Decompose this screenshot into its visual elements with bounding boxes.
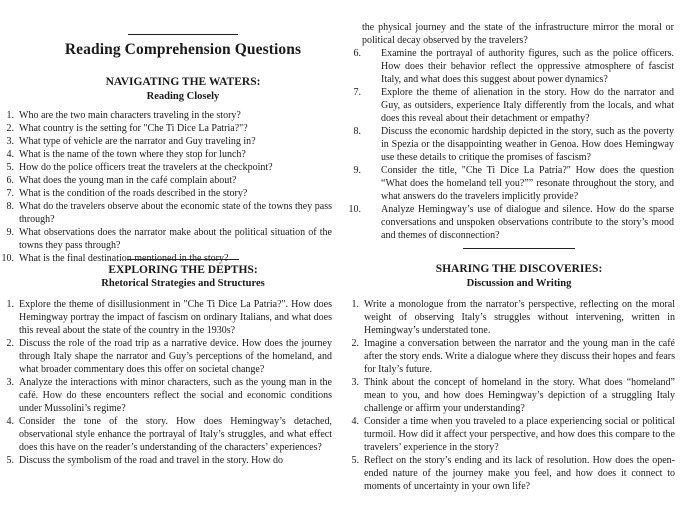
list-item: 6. What does the young man in the café complain about? (6, 175, 237, 186)
reading-closely-list (0, 109, 332, 265)
list-item: 1. Who are the two main characters traveling in the story? (6, 110, 241, 121)
exploring-depths-list-continued (348, 21, 674, 242)
list-item: 3. Analyze the interactions with minor characters, such as the young man in the café. How do these encounters reflect the social and economic conditions under Mussolini’s regime? (6, 377, 332, 414)
list-item: 9. Consider the title, "Che Ti Dice La Patria?" How does the question “What does the homeland tell you?”” resonate throughout the story, and what answers do the travelers implicitly provide? (353, 165, 674, 202)
list-item: 5. Discuss the symbolism of the road and travel in the story. How do (6, 455, 284, 466)
page-title: Reading Comprehension Questions (64, 41, 302, 58)
list-item: 2. What country is the setting for "Che Ti Dice La Patria?"? (6, 123, 248, 134)
section-heading-navigating: NAVIGATING THE WATERS: (105, 76, 261, 88)
list-item: 5. How do the police officers treat the travelers at the checkpoint? (6, 162, 273, 173)
list-item: 1. Explore the theme of disillusionment in "Che Ti Dice La Patria?". How does Hemingway portray the impact of fascism on ordinary Italians, and what does this reveal about the state of the country in the 1930s? (6, 299, 332, 336)
list-item: 3. Think about the concept of homeland in the story. What does “homeland” mean to you, and how does Hemingway’s depiction of a struggling Italy challenge or affirm your understanding? (351, 377, 675, 414)
section-divider (127, 259, 239, 260)
list-item: 8. What do the travelers observe about the economic state of the towns they pass through? (6, 201, 332, 225)
title-top-rule (128, 34, 238, 35)
list-item: 3. What type of vehicle are the narrator and Guy traveling in? (6, 136, 256, 147)
list-item: 8. Discuss the economic hardship depicted in the story, such as the poverty in Spezia or the disappointing weather in Genoa. How does Hemingway use these details to critique the promises of fascism? (353, 126, 674, 163)
list-item: 1. Write a monologue from the narrator’s perspective, reflecting on the moral weight of observing Italy’s struggles without intervening, written in Hemingway’s understated tone. (351, 299, 675, 336)
list-item-continuation: the physical journey and the state of the infrastructure mirror the moral or political decay observed by the travelers? (362, 22, 674, 46)
list-item: 9. What observations does the narrator make about the political situation of the towns they pass through? (6, 227, 332, 251)
list-item: 2. Imagine a conversation between the narrator and the young man in the café after the story ends. Write a dialogue where they discuss their hopes and fears for Italy’s future. (351, 338, 675, 375)
section-divider (463, 248, 575, 249)
list-item: 7. What is the condition of the roads described in the story? (6, 188, 248, 199)
section-heading-sharing: SHARING THE DISCOVERIES: (435, 263, 603, 275)
list-item: 4. What is the name of the town where they stop for lunch? (6, 149, 246, 160)
section-subheading-reading-closely: Reading Closely (146, 91, 220, 102)
list-item: 4. Consider a time when you traveled to a place experiencing social or political turmoil. How did it affect your perspective, and how does this compare to the travelers’ experience in the story? (351, 416, 675, 453)
list-item: 10. What is the final destination mentioned in the story? (1, 253, 229, 264)
section-heading-exploring: EXPLORING THE DEPTHS: (108, 264, 258, 276)
list-item: 10. Analyze Hemingway’s use of dialogue and silence. How do the sparse conversations and unspoken observations contribute to the story’s mood and themes of disconnection? (348, 204, 674, 241)
sharing-discoveries-list (345, 298, 675, 493)
list-item: 2. Discuss the role of the road trip as a narrative device. How does the journey through Italy shape the narrator and Guy’s perceptions of the homeland, and what broader commentary does this offer on societal change? (6, 338, 332, 375)
list-item: 6. Examine the portrayal of authority figures, such as the police officers. How does their behavior reflect the oppressive atmosphere of fascist Italy, and what does this suggest about power dynamics? (353, 48, 674, 85)
section-subheading-rhetorical: Rhetorical Strategies and Structures (101, 278, 265, 289)
list-item: 4. Consider the tone of the story. How does Hemingway’s detached, observational style enhance the portrayal of Italy’s struggles, and what effect does this have on the reader’s understanding of the characters’ experiences? (6, 416, 332, 453)
list-item: 5. Reflect on the story’s ending and its lack of resolution. How does the open-ended nature of the journey make you feel, and how does it connect to moments of uncertainty in your own life? (351, 455, 675, 492)
section-subheading-discussion: Discussion and Writing (466, 278, 572, 289)
list-item: 7. Explore the theme of alienation in the story. How do the narrator and Guy, as outsiders, experience Italy differently from the locals, and what does this reveal about their detachment or empathy? (353, 87, 674, 124)
exploring-depths-list (0, 298, 332, 467)
